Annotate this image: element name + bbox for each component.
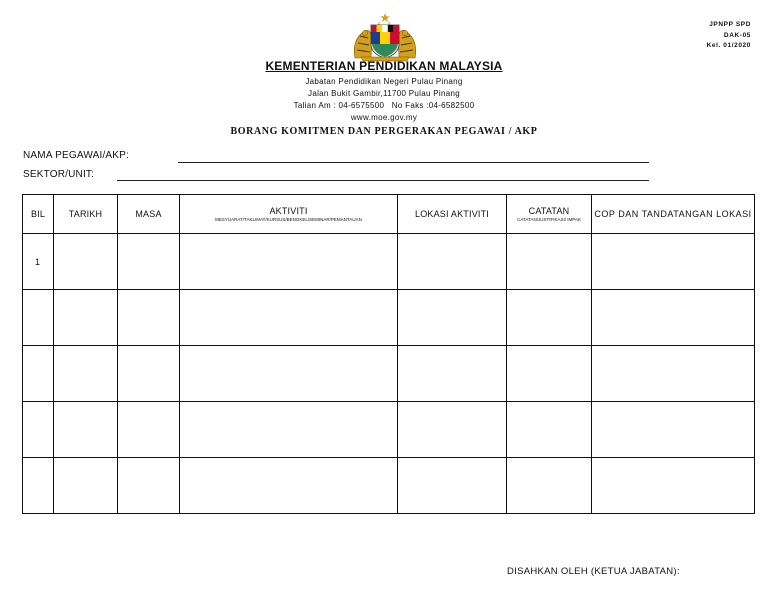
cell-catatan[interactable] [507, 458, 592, 514]
website-line: www.moe.gov.my [350, 113, 418, 122]
cell-masa[interactable] [118, 458, 180, 514]
cell-aktiviti[interactable] [180, 346, 398, 402]
cell-lokasi[interactable] [398, 458, 507, 514]
cell-aktiviti[interactable] [180, 234, 398, 290]
cell-tarikh[interactable] [54, 402, 118, 458]
cell-tarikh[interactable] [54, 458, 118, 514]
table-row [23, 458, 755, 514]
table-row [23, 346, 755, 402]
header-aktiviti-sublabel: MESYUARAT/TAKLIMAT/KURSUS/BENGKEL/SEMINAR/PEMANTAUAN [215, 216, 362, 222]
cell-catatan[interactable] [507, 234, 592, 290]
cell-masa[interactable] [118, 402, 180, 458]
header-tarikh: TARIKH [54, 195, 118, 234]
cell-lokasi[interactable] [398, 234, 507, 290]
cell-catatan[interactable] [507, 402, 592, 458]
cell-bil [23, 458, 54, 514]
sector-unit-label: SEKTOR/UNIT: [23, 169, 95, 180]
header-masa: MASA [118, 195, 180, 234]
cell-bil [23, 346, 54, 402]
cell-masa[interactable] [118, 290, 180, 346]
reference-code [707, 20, 751, 52]
form-title: BORANG KOMITMEN DAN PERGERAKAN PEGAWAI / AKP [230, 126, 538, 137]
sector-unit-line[interactable] [117, 180, 649, 181]
approval-label: DISAHKAN OLEH (KETUA JABATAN): [507, 566, 680, 577]
table-header-row [23, 195, 755, 234]
officer-name-label: NAMA PEGAWAI/AKP: [23, 150, 130, 161]
cell-cop[interactable] [592, 402, 755, 458]
reference-line-1: JPNPP SPD [709, 21, 751, 28]
header-lokasi: LOKASI AKTIVITI [398, 195, 507, 234]
cell-cop[interactable] [592, 458, 755, 514]
cell-lokasi[interactable] [398, 346, 507, 402]
table-row [23, 234, 755, 290]
address-line: Jalan Bukit Gambir,11700 Pulau Pinang [308, 89, 460, 98]
reference-line-2: DAK-05 [723, 31, 751, 39]
table-row [23, 402, 755, 458]
cell-cop[interactable] [592, 346, 755, 402]
cell-bil: 1 [23, 234, 54, 290]
phone-fax-line: Talian Am : 04-6575500 No Faks :04-6582500 [293, 101, 475, 110]
department-name: Jabatan Pendidikan Negeri Pulau Pinang [305, 77, 463, 86]
header-cop: COP DAN TANDATANGAN LOKASI [592, 195, 755, 234]
cell-tarikh[interactable] [54, 290, 118, 346]
cell-tarikh[interactable] [54, 234, 118, 290]
cell-aktiviti[interactable] [180, 402, 398, 458]
ministry-title: KEMENTERIAN PENDIDIKAN MALAYSIA [265, 59, 503, 73]
cell-cop[interactable] [592, 290, 755, 346]
activity-table [22, 194, 755, 514]
cell-bil [23, 402, 54, 458]
cell-lokasi[interactable] [398, 402, 507, 458]
header-bil: BIL [23, 195, 54, 234]
cell-cop[interactable] [592, 234, 755, 290]
cell-lokasi[interactable] [398, 290, 507, 346]
cell-aktiviti[interactable] [180, 458, 398, 514]
officer-name-line[interactable] [178, 162, 649, 163]
cell-catatan[interactable] [507, 290, 592, 346]
cell-masa[interactable] [118, 346, 180, 402]
cell-bil [23, 290, 54, 346]
reference-line-3: Kel. 01/2020 [706, 42, 751, 49]
cell-tarikh[interactable] [54, 346, 118, 402]
header-catatan-label: CATATAN [528, 205, 570, 216]
header-aktiviti [180, 195, 398, 234]
table-row [23, 290, 755, 346]
cell-catatan[interactable] [507, 346, 592, 402]
coat-of-arms-logo [349, 12, 421, 62]
cell-masa[interactable] [118, 234, 180, 290]
header-aktiviti-label: AKTIVITI [269, 205, 308, 216]
header-catatan-sublabel: CATATAN/JUSTIFIKASI/ IMPAK [517, 216, 581, 222]
header-catatan [507, 195, 592, 234]
cell-aktiviti[interactable] [180, 290, 398, 346]
